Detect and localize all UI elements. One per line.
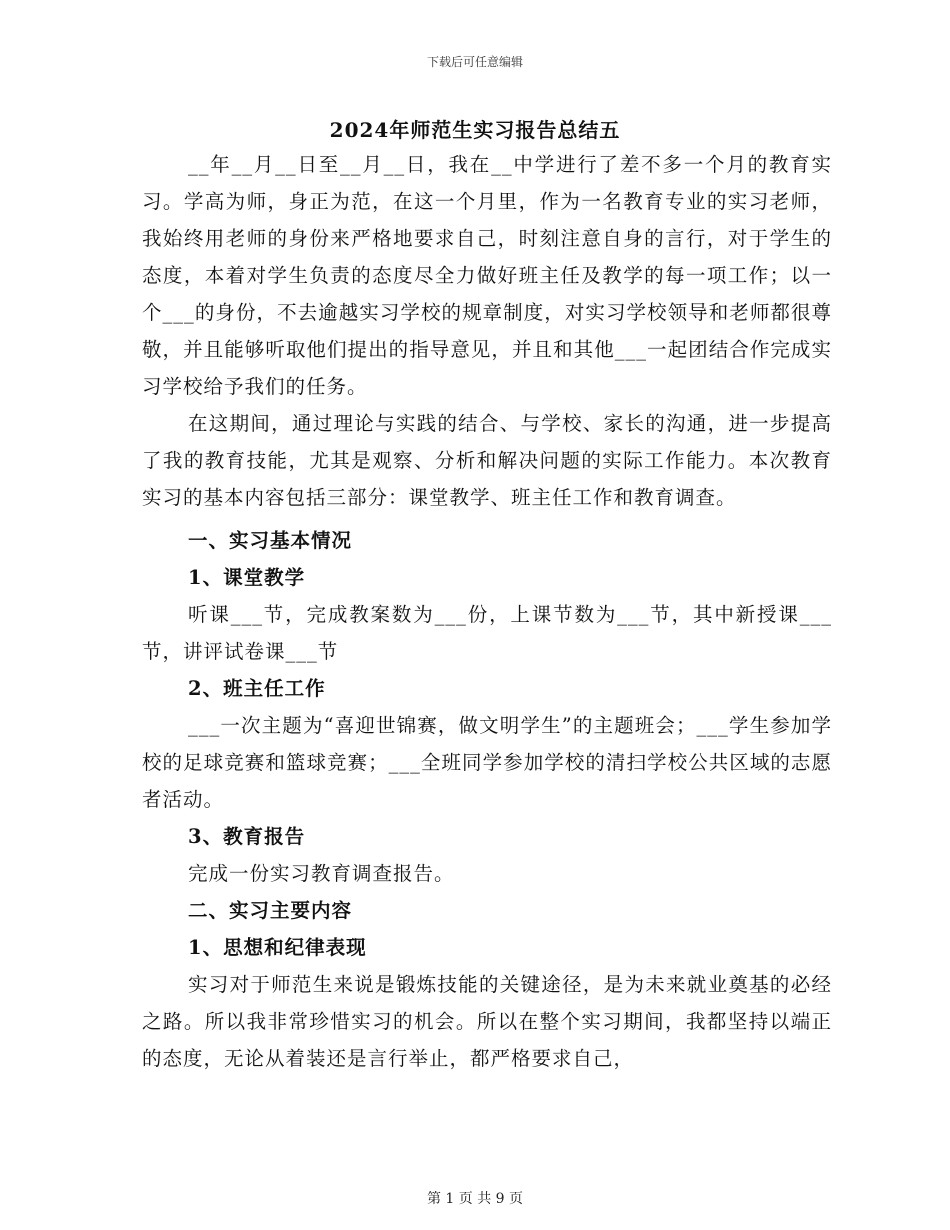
paragraph-classroom-teaching: 听课___节，完成教案数为___份，上课节数为___节，其中新授课___节，讲评试卷课___节	[142, 603, 832, 663]
paragraph-period: 在这期间，通过理论与实践的结合、与学校、家长的沟通，进一步提高了我的教育技能，尤其是观察、分析和解决问题的实际工作能力。本次教育实习的基本内容包括三部分：课堂教学、班主任工作和教育调查。	[142, 412, 832, 509]
paragraph-intro: __年__月__日至__月__日，我在__中学进行了差不多一个月的教育实习。学高为师，身正为范，在这一个月里，作为一名教育专业的实习老师，我始终用老师的身份来严格地要求自己，时刻注意自身的言行，对于学生的态度，本着对学生负责的态度尽全力做好班主任及教学的每一项工作；以一个___的身份，不去逾越实习学校的规章制度，对实习学校领导和老师都很尊敬，并且能够听取他们提出的指导意见，并且和其他___一起团结合作完成实习学校给予我们的任务。	[142, 153, 832, 398]
paragraph-education-report: 完成一份实习教育调查报告。	[188, 862, 455, 885]
page-footer: 第 1 页 共 9 页	[426, 1191, 524, 1207]
paragraph-thought-discipline: 实习对于师范生来说是锻炼技能的关键途径，是为未来就业奠基的必经之路。所以我非常珍惜实习的机会。所以在整个实习期间，我都坚持以端正的态度，无论从着装还是言行举止，都严格要求自己，	[142, 973, 832, 1070]
heading-main-content: 二、实习主要内容	[188, 899, 353, 922]
heading-thought-discipline: 1、思想和纪律表现	[188, 936, 367, 959]
paragraph-head-teacher-work: ___一次主题为“喜迎世锦赛，做文明学生”的主题班会；___学生参加学校的足球竞赛和篮球竞赛；___全班同学参加学校的清扫学校公共区域的志愿者活动。	[142, 714, 832, 811]
header-note: 下载后可任意编辑	[426, 55, 523, 69]
heading-basic-situation: 一、实习基本情况	[188, 529, 353, 552]
heading-education-report: 3、教育报告	[188, 825, 306, 848]
heading-classroom-teaching: 1、课堂教学	[188, 566, 306, 589]
document-body	[142, 146, 832, 1077]
document-title: 2024年师范生实习报告总结五	[329, 118, 621, 142]
heading-head-teacher-work: 2、班主任工作	[188, 677, 326, 700]
